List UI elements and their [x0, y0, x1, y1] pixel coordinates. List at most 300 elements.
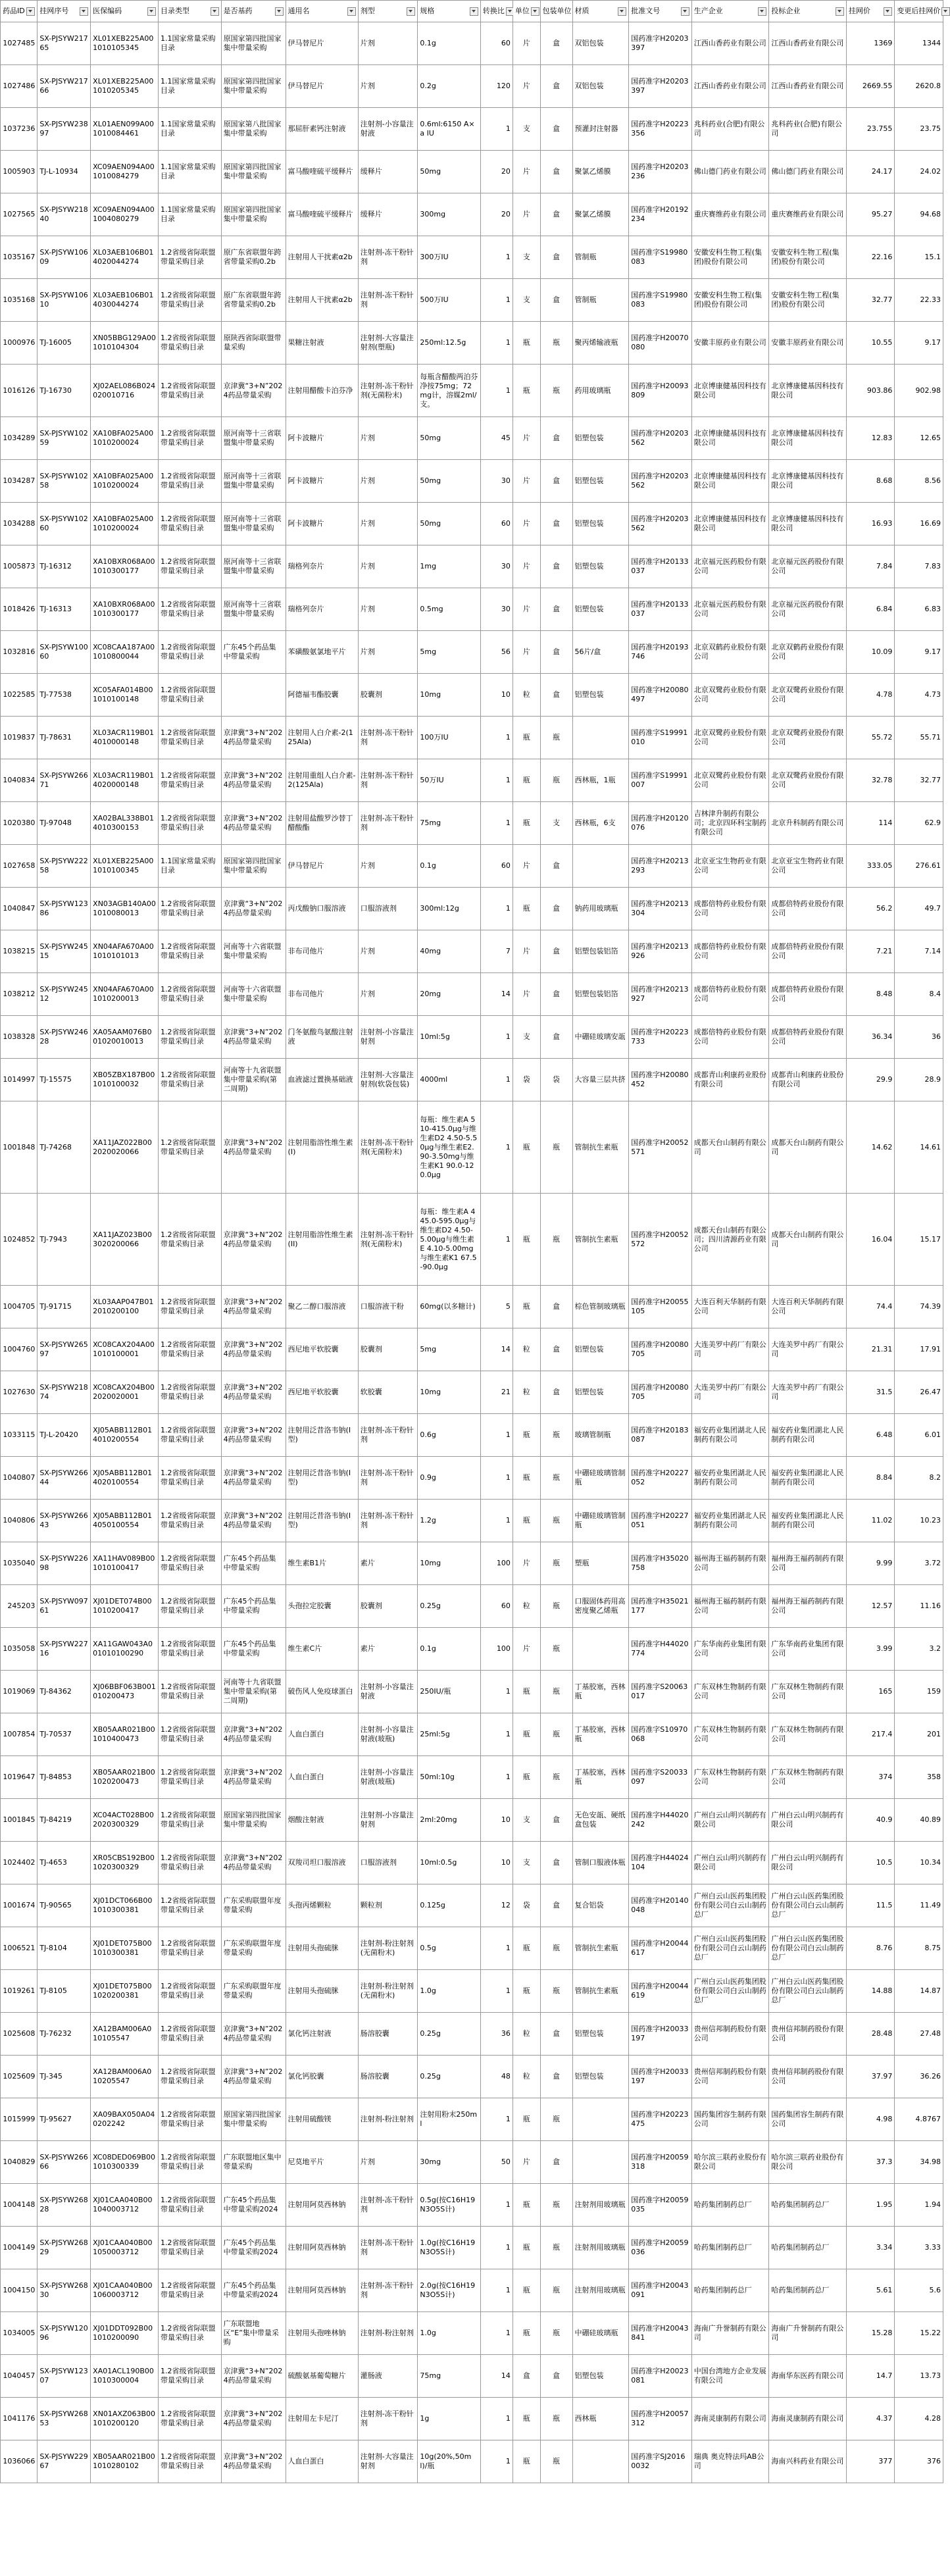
table-cell[interactable]: 海南华东医药有限公司	[769, 2355, 847, 2398]
table-cell[interactable]: 注射用盐酸罗沙替丁醋酸酯	[286, 802, 358, 845]
table-cell[interactable]: 粒	[512, 1328, 540, 1371]
table-cell[interactable]: 358	[895, 1756, 943, 1799]
table-cell[interactable]: 注射剂-大容量注射剂	[358, 2440, 418, 2483]
table-cell[interactable]: 国药准字H20023081	[629, 2355, 692, 2398]
table-cell[interactable]: 1019647	[1, 1756, 38, 1799]
table-cell[interactable]: 安徽安科生物工程(集团)股份有限公司	[769, 236, 847, 279]
table-cell[interactable]: 注射剂-冻干粉针剂(无菌粉末)	[358, 1194, 418, 1286]
table-cell[interactable]: 京津冀“3+N”2024药品带量采购	[221, 2355, 286, 2398]
table-cell[interactable]: 福州海王福药制药有限公司	[691, 1585, 769, 1628]
table-cell[interactable]: 1	[480, 2398, 512, 2440]
table-cell[interactable]: 1022585	[1, 674, 38, 717]
table-cell[interactable]: XA10BXR068A001010300177	[91, 545, 159, 588]
table-cell[interactable]: TJ-4653	[38, 1842, 91, 1884]
table-cell[interactable]: 盒	[540, 417, 572, 460]
table-cell[interactable]: 人血白蛋白	[286, 1713, 358, 1756]
table-cell[interactable]: 10ml:0.5g	[418, 1842, 481, 1884]
table-cell[interactable]: 36.26	[895, 2056, 943, 2098]
table-cell[interactable]: 国药准字H20120076	[629, 802, 692, 845]
table-cell[interactable]: 北京亚宝生物药业有限公司	[769, 845, 847, 888]
table-cell[interactable]: XA10BFA025A001010200024	[91, 503, 159, 545]
table-cell[interactable]: 国药准字H20043841	[629, 2312, 692, 2355]
table-cell[interactable]: 1.0g	[418, 2312, 481, 2355]
table-cell[interactable]: 京津冀“3+N”2024药品带量采购	[221, 2013, 286, 2056]
table-cell[interactable]: 国药准字H20052571	[629, 1101, 692, 1194]
table-cell[interactable]: 片	[512, 1628, 540, 1671]
table-cell[interactable]: 国药准字H20223356	[629, 108, 692, 151]
table-cell[interactable]: 海南灵康制药有限公司	[769, 2398, 847, 2440]
table-cell[interactable]: 1.2省级省际联盟带量采购目录	[159, 717, 222, 759]
filter-dropdown-icon[interactable]	[836, 7, 844, 16]
table-cell[interactable]: 10	[480, 1799, 512, 1842]
table-cell[interactable]: 瓶	[512, 1756, 540, 1799]
table-cell[interactable]: 聚氯乙烯膜	[572, 151, 629, 193]
table-cell[interactable]: SX-PJSYW12307	[38, 2355, 91, 2398]
table-cell[interactable]: 管制瓶	[572, 279, 629, 322]
table-cell[interactable]: 原国家第四批国家集中带量采购	[221, 2098, 286, 2141]
table-cell[interactable]: 国药准字H20183087	[629, 1414, 692, 1457]
table-cell[interactable]: SX-PJSYW10609	[38, 236, 91, 279]
table-cell[interactable]: 丁基胶塞，西林瓶	[572, 1713, 629, 1756]
table-cell[interactable]: 广州白云山明兴制药有限公司	[691, 1842, 769, 1884]
table-cell[interactable]: TJ-16005	[38, 322, 91, 365]
filter-dropdown-icon[interactable]	[470, 7, 478, 16]
table-cell[interactable]: 支	[512, 1016, 540, 1059]
table-cell[interactable]: 原广东省联盟年跨省带量采购0.2b	[221, 279, 286, 322]
table-cell[interactable]: 聚乙二醇口服溶液	[286, 1286, 358, 1328]
table-cell[interactable]: 瓶	[540, 1756, 572, 1799]
table-cell[interactable]: 8.68	[846, 460, 894, 503]
table-cell[interactable]: 瓶	[512, 1970, 540, 2013]
table-cell[interactable]: 京津冀“3+N”2024药品带量采购	[221, 1101, 286, 1194]
filter-dropdown-icon[interactable]	[407, 7, 415, 16]
table-cell[interactable]: 1	[480, 1756, 512, 1799]
table-cell[interactable]: 片	[512, 631, 540, 674]
table-cell[interactable]: 1.2省级省际联盟带量采购目录	[159, 973, 222, 1016]
table-cell[interactable]: 1004149	[1, 2227, 38, 2269]
table-cell[interactable]: 盒	[540, 279, 572, 322]
table-cell[interactable]: 管制抗生素瓶	[572, 1970, 629, 2013]
table-cell[interactable]: 中硼硅玻璃管制瓶	[572, 1500, 629, 1542]
table-cell[interactable]: 1.2省级省际联盟带量采购目录	[159, 236, 222, 279]
table-cell[interactable]: 1.1国家常量采购目录	[159, 193, 222, 236]
table-cell[interactable]: 1.2省级省际联盟带量采购目录	[159, 1585, 222, 1628]
table-cell[interactable]: XJ01CAA040B001050003712	[91, 2227, 159, 2269]
table-cell[interactable]: 1	[480, 1194, 512, 1286]
table-cell[interactable]: 素片	[358, 1628, 418, 1671]
table-cell[interactable]: 瓶	[540, 2440, 572, 2483]
table-cell[interactable]: TJ-78631	[38, 717, 91, 759]
table-cell[interactable]: 成都倍特药业股份有限公司	[769, 973, 847, 1016]
table-cell[interactable]: 7.21	[846, 930, 894, 973]
table-cell[interactable]: 大连美罗中药厂有限公司	[769, 1371, 847, 1414]
column-header[interactable]	[480, 1, 512, 22]
table-cell[interactable]: 头孢丙烯颗粒	[286, 1884, 358, 1927]
table-cell[interactable]: XJ06BBF063B001010200473	[91, 1671, 159, 1713]
table-cell[interactable]: TJ-16730	[38, 365, 91, 417]
table-cell[interactable]: TJ-L-20420	[38, 1414, 91, 1457]
table-cell[interactable]: 注射用脂溶性维生素(II)	[286, 1194, 358, 1286]
table-cell[interactable]: 瑞格列奈片	[286, 545, 358, 588]
table-cell[interactable]: 贵州信邦制药股份有限公司	[691, 2013, 769, 2056]
table-cell[interactable]: 河南等十九省联盟集中带量采购(第二周期)	[221, 1059, 286, 1101]
table-cell[interactable]: 11.5	[846, 1884, 894, 1927]
table-cell[interactable]: 32.77	[846, 279, 894, 322]
table-cell[interactable]: 瓶	[512, 2098, 540, 2141]
table-cell[interactable]: 14	[480, 1328, 512, 1371]
table-cell[interactable]: 大连百利天华制药有限公司	[691, 1286, 769, 1328]
table-cell[interactable]: 贵州信邦制药股份有限公司	[769, 2056, 847, 2098]
table-cell[interactable]: XA01ACL190B001010300004	[91, 2355, 159, 2398]
table-cell[interactable]: 国药集团容生制药有限公司	[691, 2098, 769, 2141]
table-cell[interactable]: 1.2省级省际联盟带量采购目录	[159, 1059, 222, 1101]
table-cell[interactable]: 300ml:12g	[418, 888, 481, 930]
table-cell[interactable]: 1037236	[1, 108, 38, 151]
table-cell[interactable]: 1	[480, 759, 512, 802]
table-cell[interactable]: 250ml:12.5g	[418, 322, 481, 365]
table-cell[interactable]: 1027658	[1, 845, 38, 888]
table-cell[interactable]: 瓶	[512, 2227, 540, 2269]
table-cell[interactable]: 铝塑包装铝箔	[572, 930, 629, 973]
table-cell[interactable]: 25ml:5g	[418, 1713, 481, 1756]
table-cell[interactable]: 62.9	[895, 802, 943, 845]
table-cell[interactable]: 瓶	[512, 888, 540, 930]
table-cell[interactable]: 1.2省级省际联盟带量采购目录	[159, 1884, 222, 1927]
table-cell[interactable]: SX-PJSYW26828	[38, 2184, 91, 2227]
table-cell[interactable]: 安徽安科生物工程(集团)股份有限公司	[769, 279, 847, 322]
table-cell[interactable]: TJ-84362	[38, 1671, 91, 1713]
table-cell[interactable]: SX-PJSYW24512	[38, 973, 91, 1016]
table-cell[interactable]: 1	[480, 1713, 512, 1756]
table-cell[interactable]: 2.0g(按C16H19N3O5S计)	[418, 2269, 481, 2312]
table-cell[interactable]: 广东45个药品集中带量采购2024	[221, 2227, 286, 2269]
table-cell[interactable]: 165	[846, 1671, 894, 1713]
table-cell[interactable]: 注射用泛昔洛韦钠(Ⅰ型)	[286, 1500, 358, 1542]
table-cell[interactable]: 丁基胶塞，西林瓶	[572, 1671, 629, 1713]
table-cell[interactable]: 1	[480, 1927, 512, 1970]
table-cell[interactable]: 铝塑包装	[572, 674, 629, 717]
table-cell[interactable]: 盒	[540, 108, 572, 151]
table-cell[interactable]: 聚丙烯输液瓶	[572, 322, 629, 365]
table-cell[interactable]: 口服固体药用高密度聚乙烯瓶	[572, 1585, 629, 1628]
table-cell[interactable]: XA11HAV089B001010100417	[91, 1542, 159, 1585]
table-cell[interactable]: 片剂	[358, 417, 418, 460]
table-cell[interactable]: 0.25g	[418, 2013, 481, 2056]
table-cell[interactable]: 瓶	[540, 2269, 572, 2312]
table-cell[interactable]: 1001674	[1, 1884, 38, 1927]
table-cell[interactable]: 1040834	[1, 759, 38, 802]
table-cell[interactable]: SX-PJSYW26666	[38, 2141, 91, 2184]
table-cell[interactable]: SX-PJSYW10259	[38, 417, 91, 460]
table-cell[interactable]: 京津冀“3+N”2024药品带量采购	[221, 1328, 286, 1371]
table-cell[interactable]: 胶囊剂	[358, 1585, 418, 1628]
table-cell[interactable]: 江西山香药业有限公司	[691, 22, 769, 65]
table-cell[interactable]: 国药准字H20213304	[629, 888, 692, 930]
table-cell[interactable]: 注射剂-小容量注射液	[358, 108, 418, 151]
table-cell[interactable]: 1.2省级省际联盟带量采购目录	[159, 2141, 222, 2184]
table-cell[interactable]: 8.48	[846, 973, 894, 1016]
table-cell[interactable]: 6.48	[846, 1414, 894, 1457]
table-cell[interactable]: 60	[480, 503, 512, 545]
table-cell[interactable]: TJ-L-10934	[38, 151, 91, 193]
table-cell[interactable]: XL03ACR119B014010000148	[91, 717, 159, 759]
column-header[interactable]	[769, 1, 847, 22]
table-cell[interactable]: 20mg	[418, 973, 481, 1016]
table-cell[interactable]: 北京双鹭药业股份有限公司	[691, 717, 769, 759]
table-cell[interactable]: 铝塑包装	[572, 460, 629, 503]
table-cell[interactable]: 国药准字H20213927	[629, 973, 692, 1016]
table-cell[interactable]: 北京双鹭药业股份有限公司	[691, 674, 769, 717]
table-cell[interactable]: 201	[895, 1713, 943, 1756]
table-cell[interactable]: 广东采购联盟年度带量采购	[221, 1970, 286, 2013]
table-cell[interactable]: 1	[480, 1457, 512, 1500]
table-cell[interactable]: 片	[512, 973, 540, 1016]
table-cell[interactable]: 3.33	[895, 2227, 943, 2269]
table-cell[interactable]: 2669.55	[846, 65, 894, 108]
table-cell[interactable]: 福安药业集团湖北人民制药有限公司	[769, 1457, 847, 1500]
table-cell[interactable]: 1025609	[1, 2056, 38, 2098]
table-cell[interactable]: 276.61	[895, 845, 943, 888]
table-cell[interactable]: 瑞典 奥克特法玛AB公司	[691, 2440, 769, 2483]
table-cell[interactable]: 北京福元医药股份有限公司	[769, 588, 847, 631]
table-cell[interactable]: 国药准字S20063017	[629, 1671, 692, 1713]
table-cell[interactable]: 11.49	[895, 1884, 943, 1927]
table-cell[interactable]: 胶囊剂	[358, 1328, 418, 1371]
table-cell[interactable]: 盒	[540, 2355, 572, 2398]
table-cell[interactable]: 300mg	[418, 193, 481, 236]
table-cell[interactable]: XL03AAP047B012010200100	[91, 1286, 159, 1328]
table-cell[interactable]: 瓶	[512, 2269, 540, 2312]
table-cell[interactable]: 14.61	[895, 1101, 943, 1194]
table-cell[interactable]: 瓶	[512, 802, 540, 845]
table-cell[interactable]: 注射剂-大容量注射剂(塑瓶)	[358, 322, 418, 365]
table-cell[interactable]: SX-PJSYW24515	[38, 930, 91, 973]
table-cell[interactable]: 成都天台山制药有限公司	[769, 1194, 847, 1286]
table-cell[interactable]: 注射用泛昔洛韦钠(Ⅰ型)	[286, 1457, 358, 1500]
table-cell[interactable]: 1g	[418, 2398, 481, 2440]
table-cell[interactable]: 北京双鹤药业股份有限公司	[769, 631, 847, 674]
table-cell[interactable]: 4000ml	[418, 1059, 481, 1101]
table-cell[interactable]: 75mg	[418, 2355, 481, 2398]
table-cell[interactable]: TJ-74268	[38, 1101, 91, 1194]
table-cell[interactable]: 北京博康健基因科技有限公司	[691, 417, 769, 460]
table-cell[interactable]: 成都青山利康药业股份有限公司	[691, 1059, 769, 1101]
table-cell[interactable]: 哈药集团制药总厂	[691, 2184, 769, 2227]
table-cell[interactable]: 21	[480, 1371, 512, 1414]
table-cell[interactable]: 1035058	[1, 1628, 38, 1671]
table-cell[interactable]: 支	[512, 1799, 540, 1842]
table-cell[interactable]: 1027630	[1, 1371, 38, 1414]
table-cell[interactable]: 0.25g	[418, 1585, 481, 1628]
table-cell[interactable]: 1.2省级省际联盟带量采购目录	[159, 2098, 222, 2141]
table-cell[interactable]: 北京升科制药有限公司	[769, 802, 847, 845]
table-cell[interactable]: 60mg(以多糖计)	[418, 1286, 481, 1328]
table-cell[interactable]: TJ-345	[38, 2056, 91, 2098]
table-cell[interactable]: 肠溶胶囊	[358, 2056, 418, 2098]
table-cell[interactable]: 京津冀“3+N”2024药品带量采购	[221, 2398, 286, 2440]
table-cell[interactable]: 注射剂-冻干粉针剂	[358, 2184, 418, 2227]
table-cell[interactable]: 50mg	[418, 503, 481, 545]
table-cell[interactable]: 铝塑包装	[572, 545, 629, 588]
table-cell[interactable]: 肠溶胶囊	[358, 2013, 418, 2056]
table-cell[interactable]: XJ01CAA040B001060003712	[91, 2269, 159, 2312]
table-cell[interactable]: 94.68	[895, 193, 943, 236]
table-cell[interactable]: 10mg	[418, 674, 481, 717]
table-cell[interactable]: 1007854	[1, 1713, 38, 1756]
table-cell[interactable]: 国药准字H20043091	[629, 2269, 692, 2312]
table-cell[interactable]: 瓶	[540, 1101, 572, 1194]
table-cell[interactable]: 60	[480, 845, 512, 888]
table-cell[interactable]: 1.2省级省际联盟带量采购目录	[159, 279, 222, 322]
table-cell[interactable]: 36.34	[846, 1016, 894, 1059]
table-cell[interactable]: 注射剂-小容量注射液(玻瓶)	[358, 1756, 418, 1799]
table-cell[interactable]: 安徽安科生物工程(集团)股份有限公司	[691, 236, 769, 279]
table-cell[interactable]: 盒	[540, 151, 572, 193]
table-cell[interactable]: 中硼硅玻璃瓶	[572, 2312, 629, 2355]
table-cell[interactable]: 注射剂-小容量注射液	[358, 1671, 418, 1713]
table-cell[interactable]: 成都天台山制药有限公司	[769, 1101, 847, 1194]
table-cell[interactable]: 国药准字H20227051	[629, 1500, 692, 1542]
table-cell[interactable]: SX-PJSYW24628	[38, 1016, 91, 1059]
column-header[interactable]	[512, 1, 540, 22]
table-cell[interactable]: 苯磺酸氨氯地平片	[286, 631, 358, 674]
table-cell[interactable]: 破伤风人免疫球蛋白	[286, 1671, 358, 1713]
table-cell[interactable]: 注射剂-冻干粉针剂	[358, 1457, 418, 1500]
table-cell[interactable]: 广东华南药业集团有限公司	[769, 1628, 847, 1671]
table-cell[interactable]: 铝塑包装	[572, 1371, 629, 1414]
table-cell[interactable]: 广州白云山医药集团股份有限公司白云山制药总厂	[769, 1884, 847, 1927]
table-cell[interactable]: 0.5g(按C16H19N3O5S计)	[418, 2184, 481, 2227]
table-cell[interactable]: 24.17	[846, 151, 894, 193]
table-cell[interactable]: 成都倍特药业股份有限公司	[691, 888, 769, 930]
table-cell[interactable]: 36	[480, 2013, 512, 2056]
table-cell[interactable]: 注射用左卡尼汀	[286, 2398, 358, 2440]
table-cell[interactable]: 哈药集团制药总厂	[769, 2227, 847, 2269]
table-cell[interactable]: 1.2省级省际联盟带量采购目录	[159, 1756, 222, 1799]
table-cell[interactable]: 盒	[540, 193, 572, 236]
column-header[interactable]	[159, 1, 222, 22]
table-cell[interactable]: 片	[512, 460, 540, 503]
table-cell[interactable]: 注射用人白介素-2(125Ala)	[286, 717, 358, 759]
table-cell[interactable]: 国药准字H20052572	[629, 1194, 692, 1286]
table-cell[interactable]: 1	[480, 2227, 512, 2269]
table-cell[interactable]: 人血白蛋白	[286, 1756, 358, 1799]
table-cell[interactable]: 预灌封注射器	[572, 108, 629, 151]
table-cell[interactable]: 27.48	[895, 2013, 943, 2056]
table-cell[interactable]: 40mg	[418, 930, 481, 973]
table-cell[interactable]: TJ-91715	[38, 1286, 91, 1328]
table-cell[interactable]: 瓶	[540, 2098, 572, 2141]
table-cell[interactable]: 颗粒剂	[358, 1884, 418, 1927]
table-cell[interactable]: SX-PJSYW23897	[38, 108, 91, 151]
table-cell[interactable]: 盒	[540, 1371, 572, 1414]
table-cell[interactable]: 铝塑包装	[572, 588, 629, 631]
table-cell[interactable]: 注射用泛昔洛韦钠(Ⅰ型)	[286, 1414, 358, 1457]
table-cell[interactable]: 1019837	[1, 717, 38, 759]
table-cell[interactable]: 瓶	[540, 1927, 572, 1970]
table-cell[interactable]: XA12BAM006A010105547	[91, 2013, 159, 2056]
table-cell[interactable]: 国药准字SJ20160032	[629, 2440, 692, 2483]
table-cell[interactable]: 75mg	[418, 802, 481, 845]
table-cell[interactable]: SX-PJSYW12386	[38, 888, 91, 930]
table-cell[interactable]: 1.0g(按C16H19N3O5S计)	[418, 2227, 481, 2269]
table-cell[interactable]: 4.8767	[895, 2098, 943, 2141]
table-cell[interactable]: 1027485	[1, 22, 38, 65]
table-cell[interactable]: 1038215	[1, 930, 38, 973]
table-cell[interactable]: 10.55	[846, 322, 894, 365]
table-cell[interactable]: 9.17	[895, 322, 943, 365]
table-cell[interactable]: 1	[480, 2098, 512, 2141]
table-cell[interactable]: 广东双林生物制药有限公司	[691, 1671, 769, 1713]
table-cell[interactable]: 国药准字H20070080	[629, 322, 692, 365]
table-cell[interactable]: 1018426	[1, 588, 38, 631]
table-cell[interactable]: 片剂	[358, 460, 418, 503]
table-cell[interactable]: 1.2省级省际联盟带量采购目录	[159, 545, 222, 588]
table-cell[interactable]: TJ-90565	[38, 1884, 91, 1927]
table-cell[interactable]: 盒	[540, 888, 572, 930]
table-cell[interactable]: 14	[480, 2355, 512, 2398]
table-cell[interactable]: 北京双鹭药业股份有限公司	[691, 759, 769, 802]
table-cell[interactable]: 2620.8	[895, 65, 943, 108]
table-cell[interactable]: 1035040	[1, 1542, 38, 1585]
table-cell[interactable]: 56.2	[846, 888, 894, 930]
table-cell[interactable]: 95.27	[846, 193, 894, 236]
table-cell[interactable]: 10ml:5g	[418, 1016, 481, 1059]
table-cell[interactable]: 瓶	[540, 1542, 572, 1585]
table-cell[interactable]: 6.83	[895, 588, 943, 631]
table-cell[interactable]: 1.2省级省际联盟带量采购目录	[159, 2056, 222, 2098]
table-cell[interactable]: 福安药业集团湖北人民制药有限公司	[691, 1457, 769, 1500]
table-cell[interactable]: 盒	[540, 22, 572, 65]
table-cell[interactable]: 5mg	[418, 1328, 481, 1371]
table-cell[interactable]: 1	[480, 1970, 512, 2013]
table-cell[interactable]: 血液滤过置换基础液	[286, 1059, 358, 1101]
table-cell[interactable]: 1005873	[1, 545, 38, 588]
table-cell[interactable]: 159	[895, 1671, 943, 1713]
table-cell[interactable]: 管制抗生素瓶	[572, 1194, 629, 1286]
table-cell[interactable]: TJ-95627	[38, 2098, 91, 2141]
table-cell[interactable]: 5.61	[846, 2269, 894, 2312]
table-cell[interactable]: 盒	[540, 845, 572, 888]
table-cell[interactable]: 0.1g	[418, 22, 481, 65]
table-cell[interactable]: 京津冀“3+N”2024药品带量采购	[221, 1194, 286, 1286]
table-cell[interactable]: 1.2省级省际联盟带量采购目录	[159, 1101, 222, 1194]
column-header[interactable]	[572, 1, 629, 22]
table-cell[interactable]: 1.2省级省际联盟带量采购目录	[159, 1016, 222, 1059]
table-cell[interactable]: 1.2省级省际联盟带量采购目录	[159, 1713, 222, 1756]
table-cell[interactable]: XJ02AEL086B024020010716	[91, 365, 159, 417]
table-cell[interactable]: 片	[512, 2141, 540, 2184]
table-cell[interactable]: XC09AEN094A001004080279	[91, 193, 159, 236]
table-cell[interactable]: 10.09	[846, 631, 894, 674]
column-header[interactable]	[91, 1, 159, 22]
table-cell[interactable]: 国药准字H20033197	[629, 2056, 692, 2098]
table-cell[interactable]: 京津冀“3+N”2024药品带量采购	[221, 717, 286, 759]
table-cell[interactable]: 16.69	[895, 503, 943, 545]
table-cell[interactable]: 安徽丰原药业有限公司	[691, 322, 769, 365]
table-cell[interactable]: SX-PJSYW21766	[38, 65, 91, 108]
table-cell[interactable]: 玻璃管制瓶	[572, 1414, 629, 1457]
table-cell[interactable]: 铝塑包装	[572, 1328, 629, 1371]
table-cell[interactable]: 6.84	[846, 588, 894, 631]
table-cell[interactable]: 瓶	[540, 1970, 572, 2013]
table-cell[interactable]: 1006521	[1, 1927, 38, 1970]
table-cell[interactable]: 1020380	[1, 802, 38, 845]
table-cell[interactable]: 注射用阿莫西林钠	[286, 2269, 358, 2312]
table-cell[interactable]: 粒	[512, 674, 540, 717]
table-cell[interactable]: 西尼地平软胶囊	[286, 1328, 358, 1371]
table-cell[interactable]: 盒	[540, 1884, 572, 1927]
